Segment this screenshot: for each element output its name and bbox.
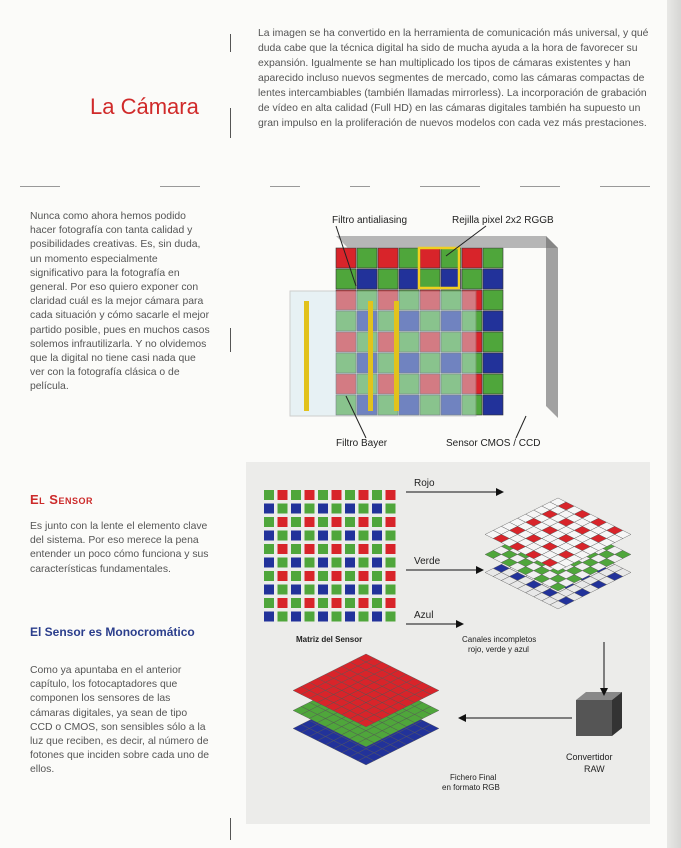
- matrix-cell: [291, 585, 301, 595]
- matrix-cell: [264, 531, 274, 541]
- divider: [420, 186, 480, 187]
- matrix-cell: [264, 544, 274, 554]
- matrix-cell: [386, 490, 396, 500]
- matrix-cell: [264, 571, 274, 581]
- sensor-paragraph: Es junto con la lente el elemento clave del sistema. Por eso merece la pena entender un poco cómo funciona y sus características fundamentales.: [30, 521, 209, 575]
- matrix-cell: [332, 504, 342, 514]
- matrix-cell: [305, 571, 315, 581]
- bayer-cell: [483, 395, 503, 415]
- matrix-cell: [264, 598, 274, 608]
- label-blue: Azul: [414, 610, 434, 621]
- matrix-cell: [278, 544, 288, 554]
- divider: [600, 186, 650, 187]
- matrix-cell: [264, 558, 274, 568]
- matrix-cell: [345, 585, 355, 595]
- divider: [270, 186, 300, 187]
- antialiasing-filter: [290, 291, 476, 416]
- matrix-cell: [318, 571, 328, 581]
- matrix-cell: [332, 612, 342, 622]
- matrix-cell: [318, 612, 328, 622]
- matrix-cell: [305, 598, 315, 608]
- matrix-cell: [345, 612, 355, 622]
- matrix-cell: [359, 585, 369, 595]
- matrix-cell: [305, 504, 315, 514]
- matrix-cell: [372, 517, 382, 527]
- matrix-cell: [291, 531, 301, 541]
- matrix-cell: [386, 558, 396, 568]
- heading-sensor: El Sensor: [30, 492, 93, 507]
- column-rule: [230, 108, 231, 138]
- matrix-cell: [318, 531, 328, 541]
- matrix-cell: [386, 571, 396, 581]
- label-green: Verde: [414, 556, 441, 567]
- matrix-cell: [318, 585, 328, 595]
- bayer-cell: [462, 248, 482, 268]
- label-bayer-filter: Filtro Bayer: [336, 438, 388, 449]
- matrix-cell: [372, 490, 382, 500]
- matrix-cell: [345, 558, 355, 568]
- column-rule: [230, 328, 231, 352]
- sensor-matrix: [264, 490, 396, 622]
- incomplete-channels-stack: [485, 498, 631, 609]
- arrowhead: [456, 620, 464, 628]
- matrix-cell: [372, 571, 382, 581]
- divider: [20, 186, 60, 187]
- matrix-cell: [386, 504, 396, 514]
- bayer-cell: [420, 248, 440, 268]
- matrix-cell: [386, 612, 396, 622]
- matrix-cell: [278, 598, 288, 608]
- matrix-cell: [359, 517, 369, 527]
- bayer-cell: [483, 269, 503, 289]
- microlens-bar: [368, 301, 373, 411]
- bayer-cell: [420, 269, 440, 289]
- arrowhead: [458, 714, 466, 722]
- final-rgb-stack: [293, 654, 439, 765]
- matrix-cell: [345, 544, 355, 554]
- label-final-2: en formato RGB: [442, 783, 500, 792]
- label-converter-2: RAW: [584, 764, 605, 774]
- arrowhead: [476, 566, 484, 574]
- matrix-cell: [359, 504, 369, 514]
- matrix-cell: [372, 531, 382, 541]
- divider: [350, 186, 370, 187]
- matrix-cell: [372, 544, 382, 554]
- matrix-cell: [359, 558, 369, 568]
- label-pixel-grid: Rejilla pixel 2x2 RGGB: [452, 215, 554, 226]
- bayer-cell: [378, 248, 398, 268]
- matrix-cell: [359, 531, 369, 541]
- heading-monochrome: El Sensor es Monocromático: [30, 625, 195, 639]
- matrix-cell: [318, 598, 328, 608]
- label-sensor: Sensor CMOS / CCD: [446, 438, 541, 449]
- matrix-cell: [372, 558, 382, 568]
- sensor-channels-diagram: [246, 462, 650, 824]
- matrix-cell: [359, 612, 369, 622]
- matrix-cell: [291, 504, 301, 514]
- matrix-cell: [332, 544, 342, 554]
- matrix-cell: [278, 571, 288, 581]
- leader-line: [516, 416, 526, 438]
- matrix-cell: [318, 558, 328, 568]
- monochrome-paragraph: Como ya apuntaba en el anterior capítulo, los fotocaptadores que componen los sensores de las cámaras digitales, ya sean de tipo CCD o CMOS, son sensibles sólo a la luz que reciben, es decir, al número de fotones que inciden sobre cada uno de ellos.: [30, 665, 210, 776]
- matrix-cell: [332, 571, 342, 581]
- matrix-cell: [318, 490, 328, 500]
- matrix-cell: [386, 531, 396, 541]
- label-channels-2: rojo, verde y azul: [468, 645, 529, 654]
- matrix-cell: [264, 585, 274, 595]
- column-rule: [230, 818, 231, 840]
- matrix-cell: [305, 612, 315, 622]
- matrix-cell: [359, 571, 369, 581]
- matrix-cell: [278, 585, 288, 595]
- matrix-cell: [332, 558, 342, 568]
- label-matrix: Matriz del Sensor: [296, 635, 363, 644]
- matrix-cell: [345, 517, 355, 527]
- matrix-cell: [291, 544, 301, 554]
- raw-converter-box: [576, 700, 612, 736]
- bayer-cell: [483, 248, 503, 268]
- bayer-cell: [357, 269, 377, 289]
- matrix-cell: [345, 598, 355, 608]
- matrix-cell: [359, 544, 369, 554]
- bayer-cell: [462, 269, 482, 289]
- matrix-cell: [318, 544, 328, 554]
- bayer-cell: [483, 332, 503, 352]
- matrix-cell: [318, 517, 328, 527]
- page-title: La Cámara: [90, 94, 199, 119]
- matrix-cell: [386, 544, 396, 554]
- matrix-cell: [318, 504, 328, 514]
- bayer-cell: [483, 290, 503, 310]
- matrix-cell: [264, 612, 274, 622]
- matrix-cell: [278, 558, 288, 568]
- label-channels-1: Canales incompletos: [462, 635, 537, 644]
- matrix-cell: [305, 544, 315, 554]
- matrix-cell: [278, 504, 288, 514]
- column-rule: [230, 34, 231, 52]
- matrix-cell: [305, 490, 315, 500]
- matrix-cell: [264, 517, 274, 527]
- divider: [520, 186, 560, 187]
- matrix-cell: [305, 531, 315, 541]
- bayer-cell: [483, 353, 503, 373]
- microlens-bar: [304, 301, 309, 411]
- matrix-cell: [386, 585, 396, 595]
- matrix-cell: [332, 517, 342, 527]
- matrix-cell: [278, 531, 288, 541]
- sensor-top-edge: [336, 236, 558, 248]
- matrix-cell: [278, 490, 288, 500]
- matrix-cell: [372, 598, 382, 608]
- matrix-cell: [386, 517, 396, 527]
- left-paragraph: Nunca como ahora hemos podido hacer fotografía con tanta calidad y posibilidades creativas. Es, sin duda, un momento especialmente significativo para la fotografía en general. Por eso quiero exponer con claridad cuál es la mejor cámara para cada situación y cómo sacarle el mejor partido posible, pues en muchos casos solemos infrautilizarla. Y no olvidemos que la digital no tiene casi nada que ver con la fotografía clásica o de película.: [30, 211, 210, 393]
- bayer-sensor-diagram: [276, 206, 616, 456]
- matrix-cell: [291, 571, 301, 581]
- matrix-cell: [372, 504, 382, 514]
- matrix-cell: [345, 490, 355, 500]
- matrix-cell: [332, 585, 342, 595]
- intro-paragraph: La imagen se ha convertido en la herramienta de comunicación más universal, y qué duda cabe que la técnica digital ha sido de mucha ayuda a la hora de favorecer su expansión. Igualmente se han multiplicado los tipos de cámaras existentes y han aparecido incluso nuevos segmentes de mercado, como las cámaras compactas de lentes intercambiables (también llamadas mirrorless). La incorporación de grabación de vídeo en alta calidad (Full HD) en las cámaras digitales también ha supuesto un gran impulso en la proliferación de nuevos modelos con cada vez más prestaciones.: [258, 28, 649, 129]
- bayer-cell: [357, 248, 377, 268]
- matrix-cell: [264, 490, 274, 500]
- label-converter-1: Convertidor: [566, 752, 613, 762]
- label-antialiasing: Filtro antialiasing: [332, 215, 408, 226]
- matrix-cell: [332, 598, 342, 608]
- bayer-cell: [336, 269, 356, 289]
- matrix-cell: [386, 598, 396, 608]
- bayer-cell: [336, 248, 356, 268]
- matrix-cell: [332, 531, 342, 541]
- matrix-cell: [278, 612, 288, 622]
- sensor-side-edge: [546, 236, 558, 418]
- matrix-cell: [359, 490, 369, 500]
- bayer-cell: [399, 269, 419, 289]
- arrowhead: [496, 488, 504, 496]
- bayer-cell: [378, 269, 398, 289]
- matrix-cell: [372, 612, 382, 622]
- matrix-cell: [345, 571, 355, 581]
- matrix-cell: [264, 504, 274, 514]
- page-edge-shadow: [667, 0, 681, 848]
- matrix-cell: [305, 558, 315, 568]
- divider: [160, 186, 200, 187]
- matrix-cell: [332, 490, 342, 500]
- matrix-cell: [291, 558, 301, 568]
- matrix-cell: [345, 504, 355, 514]
- matrix-cell: [305, 585, 315, 595]
- matrix-cell: [305, 517, 315, 527]
- microlens-bar: [394, 301, 399, 411]
- label-final-1: Fichero Final: [450, 773, 497, 782]
- matrix-cell: [291, 612, 301, 622]
- matrix-cell: [345, 531, 355, 541]
- matrix-cell: [372, 585, 382, 595]
- bayer-cell: [483, 374, 503, 394]
- matrix-cell: [359, 598, 369, 608]
- matrix-cell: [291, 598, 301, 608]
- matrix-cell: [291, 490, 301, 500]
- bayer-cell: [399, 248, 419, 268]
- matrix-cell: [291, 517, 301, 527]
- label-red: Rojo: [414, 478, 435, 489]
- bayer-cell: [483, 311, 503, 331]
- matrix-cell: [278, 517, 288, 527]
